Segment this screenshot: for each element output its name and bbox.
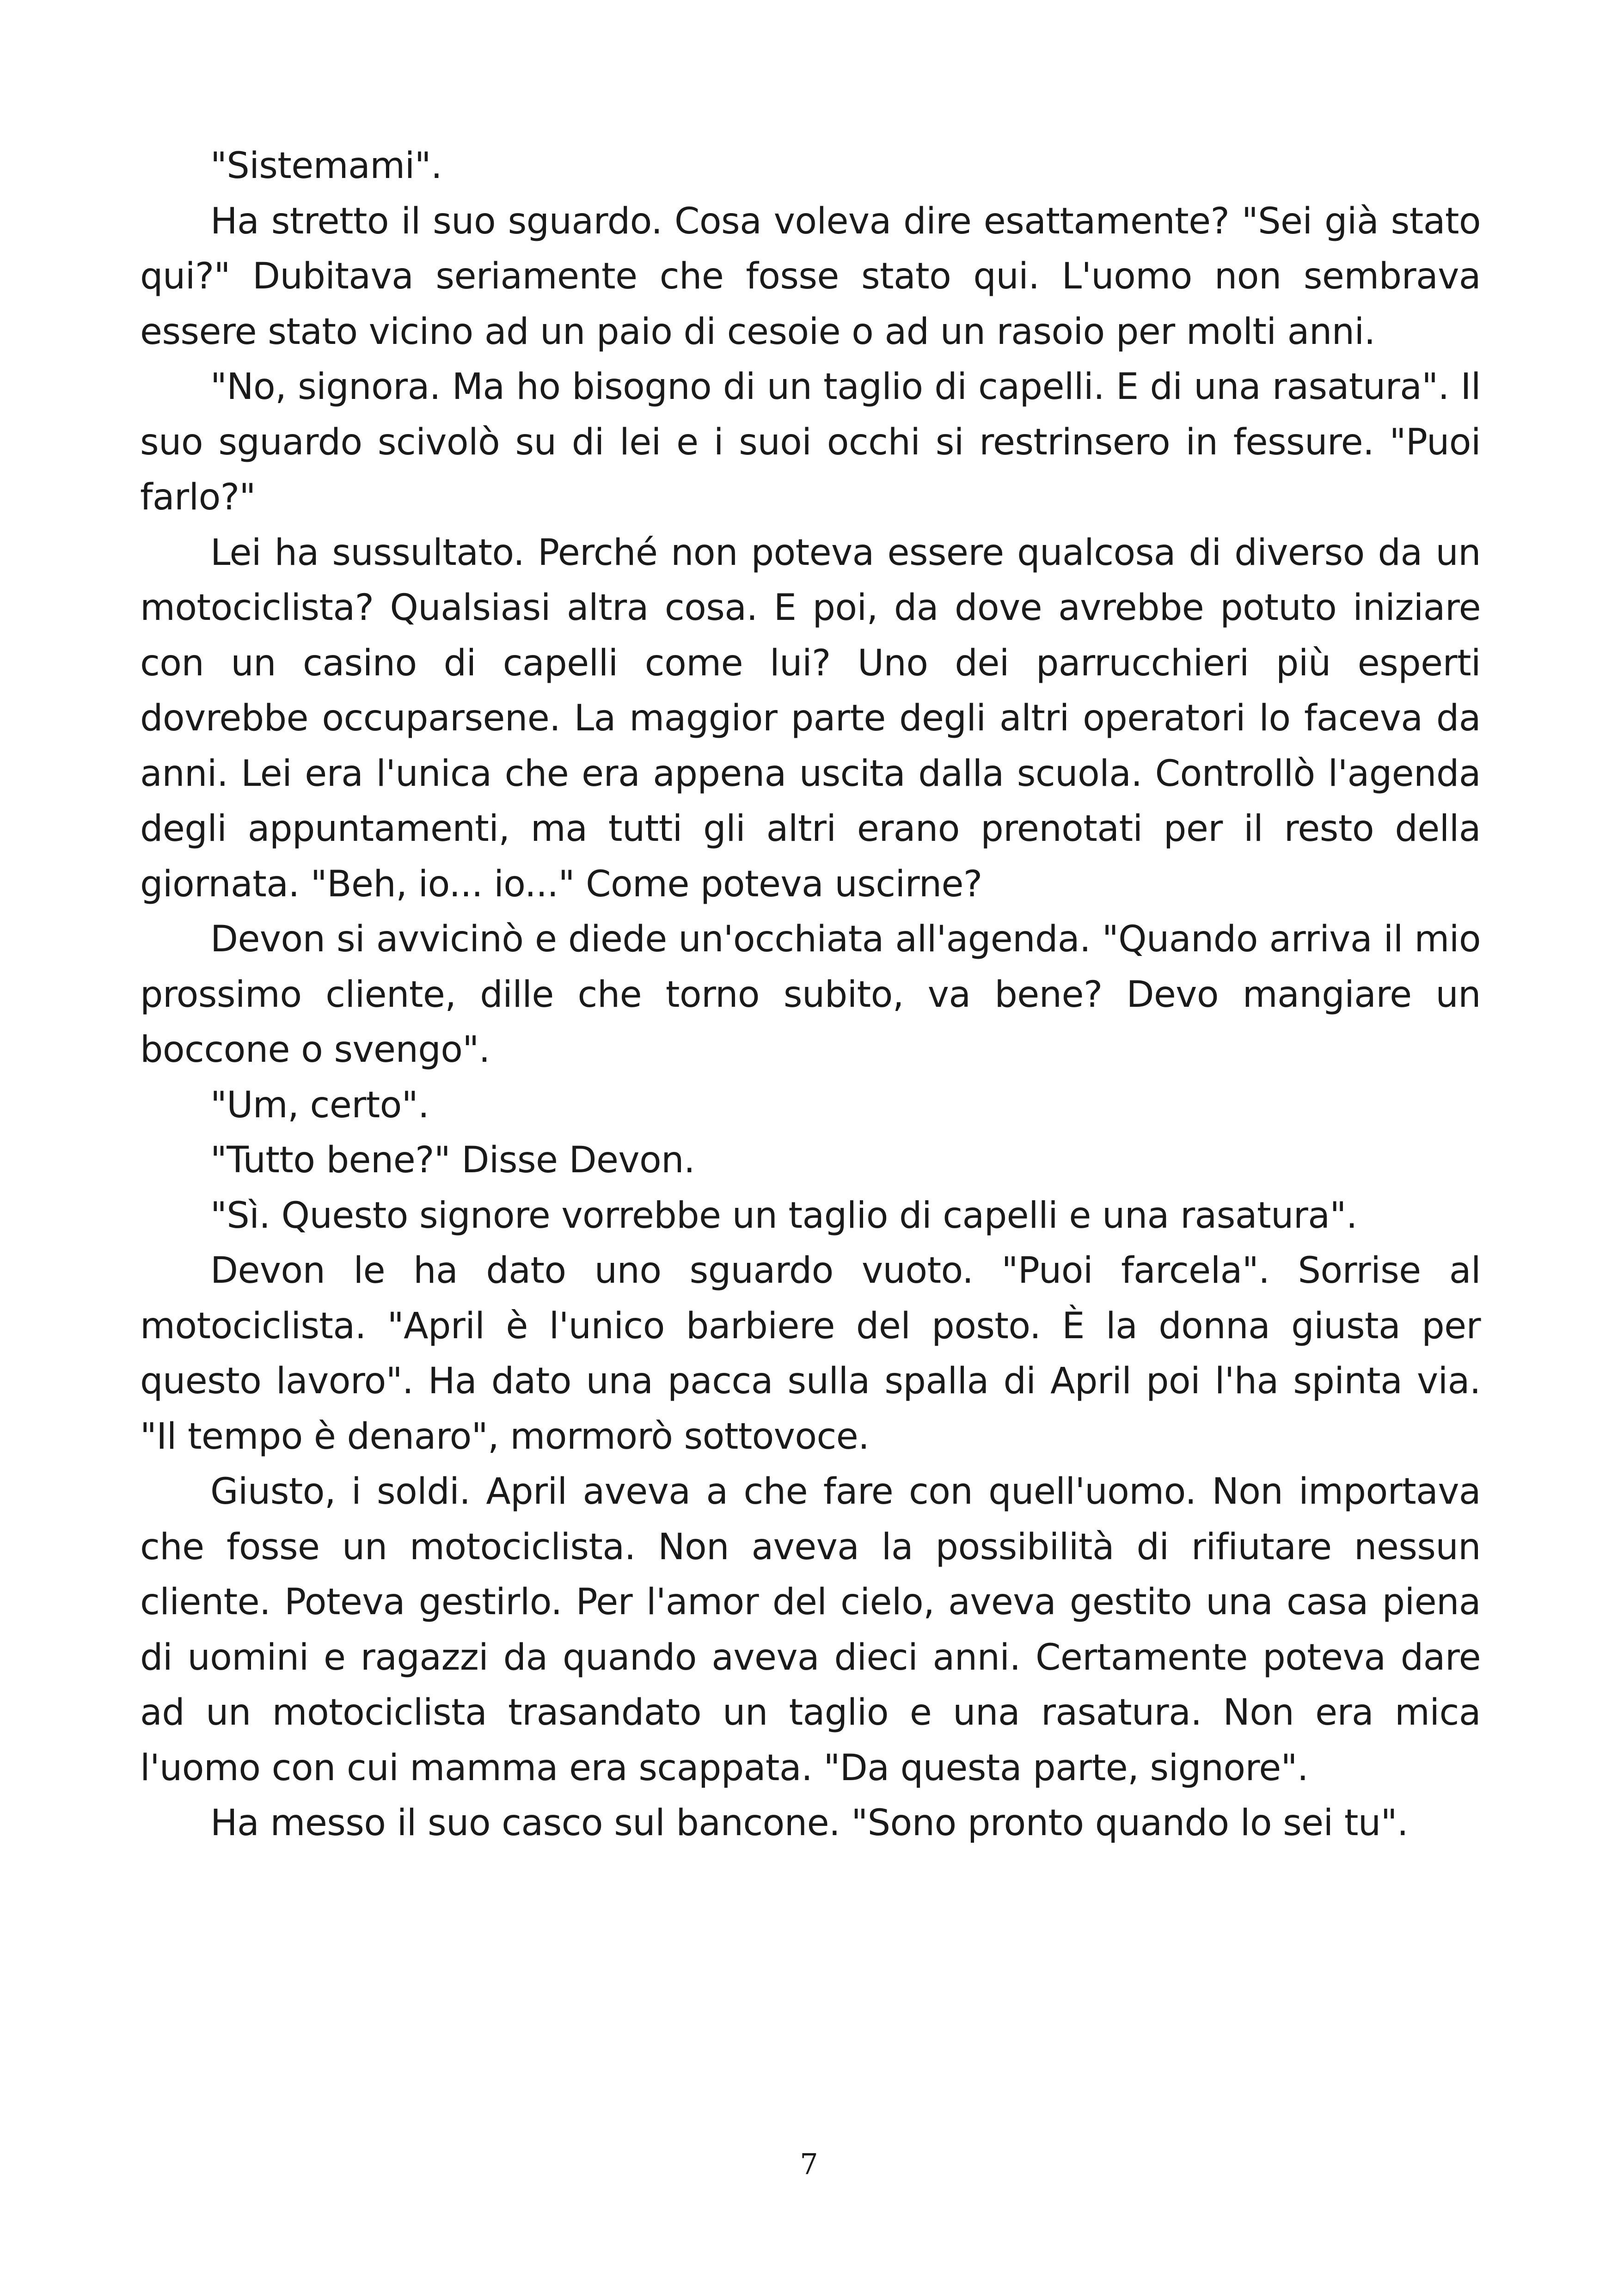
paragraph: "No, signora. Ma ho bisogno di un taglio di capelli. E di una rasatura". Il suo sguardo scivolò su di lei e i suoi occhi si restrinsero in fessure. "Puoi farlo?" — [140, 366, 1481, 518]
paragraph: "Sì. Questo signore vorrebbe un taglio di capelli e una rasatura". — [210, 1194, 1357, 1237]
paragraph: "Um, certo". — [210, 1084, 429, 1126]
page-number: 7 — [800, 2147, 818, 2181]
paragraph: Devon le ha dato uno sguardo vuoto. "Puoi farcela". Sorrise al motociclista. "April è l'unico barbiere del posto. È la donna giusta per questo lavoro". Ha dato una pacca sulla spalla di April poi l'ha spinta via. "Il tempo è denaro", mormorò sottovoce. — [140, 1250, 1481, 1457]
paragraph: Ha stretto il suo sguardo. Cosa voleva dire esattamente? "Sei già stato qui?" Dubitava seriamente che fosse stato qui. L'uomo non sembrava essere stato vicino ad un paio di cesoie o ad un rasoio per molti anni. — [140, 200, 1481, 353]
paragraph: "Tutto bene?" Disse Devon. — [210, 1139, 695, 1181]
paragraph: Ha messo il suo casco sul bancone. "Sono pronto quando lo sei tu". — [210, 1802, 1409, 1844]
paragraph: Giusto, i soldi. April aveva a che fare con quell'uomo. Non importava che fosse un motociclista. Non aveva la possibilità di rifiutare nessun cliente. Poteva gestirlo. Per l'amor del cielo, aveva gestito una casa piena di uomini e ragazzi da quando aveva dieci anni. Certamente poteva dare ad un motociclista trasandato un taglio e una rasatura. Non era mica l'uomo con cui mamma era scappata. "Da questa parte, signore". — [140, 1471, 1481, 1789]
paragraph: Lei ha sussultato. Perché non poteva essere qualcosa di diverso da un motociclista? Qualsiasi altra cosa. E poi, da dove avrebbe potuto iniziare con un casino di capelli come lui? Uno dei parrucchieri più esperti dovrebbe occuparsene. La maggior parte degli altri operatori lo faceva da anni. Lei era l'unica che era appena uscita dalla scuola. Controllò l'agenda degli appuntamenti, ma tutti gli altri erano prenotati per il resto della giornata. "Beh, io... io..." Come poteva uscirne? — [140, 532, 1481, 905]
paragraph: "Sistemami". — [210, 145, 442, 187]
body-text — [140, 139, 1481, 1851]
paragraph: Devon si avvicinò e diede un'occhiata all'agenda. "Quando arriva il mio prossimo cliente, dille che torno subito, va bene? Devo mangiare un boccone o svengo". — [140, 918, 1481, 1071]
